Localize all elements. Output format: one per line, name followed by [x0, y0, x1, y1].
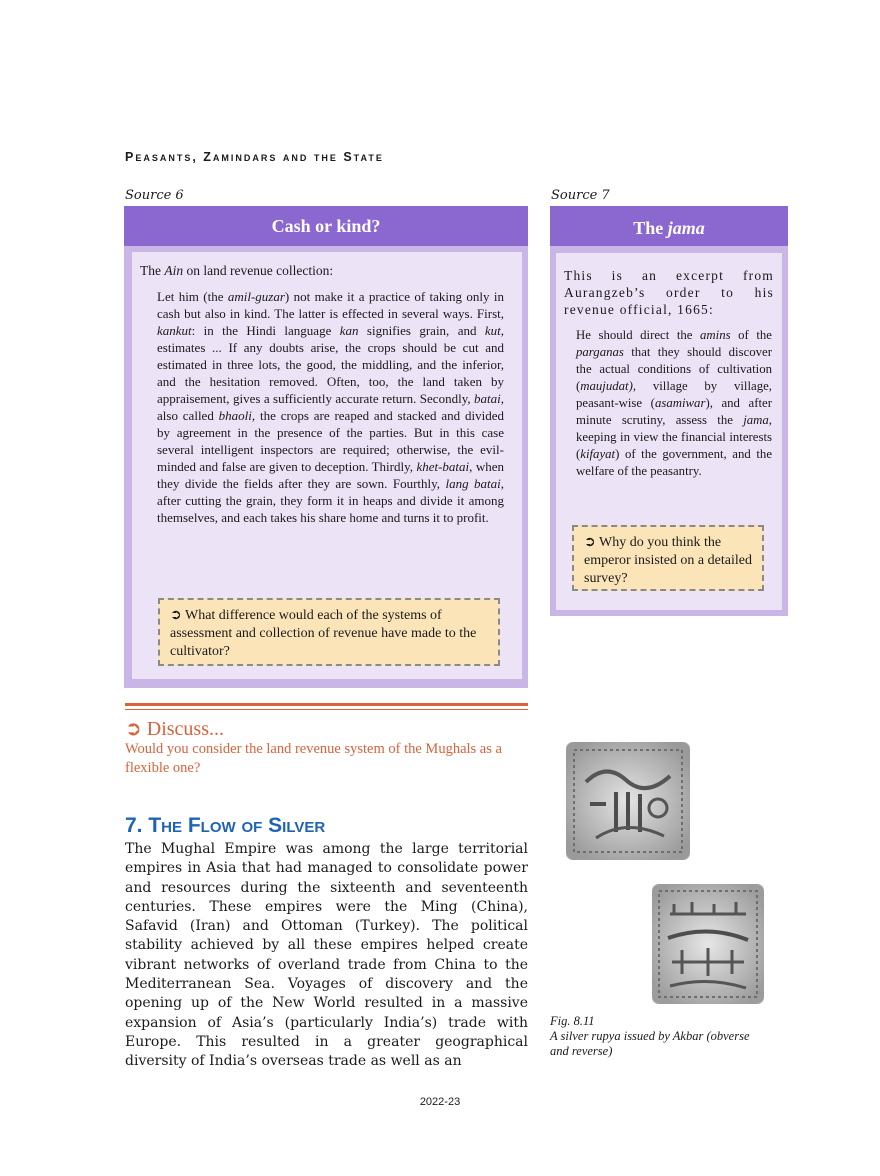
- quote-fragment: lang batai: [445, 476, 501, 491]
- source6-box: [124, 206, 528, 688]
- quote-fragment: also called: [157, 408, 219, 423]
- divider: [125, 703, 528, 706]
- discuss-title: ➲ Discuss...: [125, 716, 224, 740]
- section-body: The Mughal Empire was among the large territorial empires in Asia that had managed to consolidate power and resources during the sixteenth and seventeenth centuries. These empires were the Ming (China), Safavid (Iran) and Ottoman (Turkey). The political stability achieved by all these empires helped create vibrant networks of overland trade from China to the Mediterranean Sea. Voyages of discovery and the opening up of the New World resulted in a massive expansion of Asia’s (particularly India’s) trade with Europe. This resulted in a greater geographical diversity of India’s overseas trade as well as an: [125, 841, 528, 1070]
- quote-fragment: , when they divide the fields after they are sown. Fourthly,: [157, 459, 504, 491]
- running-head: Peasants, Zamindars and the State: [125, 150, 384, 164]
- source6-label: Source 6: [125, 188, 184, 203]
- quote-fragment: jama: [743, 413, 769, 427]
- source6-intro: The Ain on land revenue collection:: [140, 263, 334, 278]
- figure-caption: [550, 1014, 770, 1059]
- quote-fragment: village by village, peasant-wise (: [576, 379, 772, 410]
- quote-fragment: batai,: [474, 391, 504, 406]
- quote-fragment: ), and after minute scrutiny, assess the: [576, 396, 772, 427]
- quote-fragment: that they should discover the actual conditions of cultivation (: [576, 345, 772, 393]
- quote-fragment: , estimates ... If any doubts arise, the crops should be cut and estimated in three lots, the good, the middling, and the inferior, and the hesitation removed. Often, too, the land taken by appraisement, gives a sufficiently accurate return. Secondly,: [157, 323, 504, 406]
- source7-box: [550, 206, 788, 616]
- quote-fragment: khet-batai: [416, 459, 470, 474]
- discuss-question: Would you consider the land revenue system of the Mughals as a flexible one?: [125, 741, 502, 776]
- source6-inner: [132, 252, 522, 679]
- source7-inner: [556, 253, 782, 610]
- quote-fragment: bhaoli,: [218, 408, 256, 423]
- figure-number: Fig. 8.11: [550, 1014, 595, 1028]
- source7-question: Why do you think the emperor insisted on a detailed survey?: [584, 535, 752, 586]
- quote-fragment: , after cutting the grain, they form it in heaps and divide it among themselves, and each takes his share home and turns it to profit.: [157, 476, 504, 525]
- arrow-icon: ➲: [584, 534, 596, 550]
- quote-fragment: kut: [484, 323, 501, 338]
- quote-fragment: He should direct the: [576, 328, 701, 342]
- figure-caption-text: A silver rupya issued by Akbar (obverse and reverse): [550, 1029, 750, 1058]
- quote-fragment: amins: [700, 328, 731, 342]
- quote-fragment: the crops are reaped and stacked and divided by agreement in the presence of the parties. But in this case several intelligent inspectors are required; otherwise, the evil-minded and false are given to deception. Thirdly,: [157, 408, 504, 474]
- source7-quote: [576, 327, 772, 480]
- quote-fragment: kan: [339, 323, 359, 338]
- source7-question-box: [572, 525, 764, 591]
- divider: [125, 709, 528, 710]
- arrow-icon: ➲: [125, 716, 142, 740]
- quote-fragment: signifies grain, and: [358, 323, 485, 338]
- quote-fragment: kankut: [157, 323, 192, 338]
- quote-fragment: of the: [730, 328, 772, 342]
- page-footer: 2022-23: [419, 1096, 461, 1108]
- coin-obverse-image: [566, 742, 690, 860]
- quote-fragment: ) not make it a practice of taking only in cash but also in kind. The latter is effected in several ways. First,: [157, 289, 504, 321]
- coin-reverse-image: [652, 884, 764, 1004]
- arrow-icon: ➲: [170, 607, 182, 623]
- source7-title: The jama: [550, 206, 788, 246]
- source6-question-box: [158, 598, 500, 666]
- source6-title: Cash or kind?: [124, 206, 528, 246]
- source7-label: Source 7: [551, 188, 610, 203]
- quote-fragment: amil-guzar: [227, 289, 285, 304]
- quote-fragment: parganas: [576, 345, 624, 359]
- quote-fragment: ) of the government, and the welfare of the peasantry.: [576, 447, 772, 478]
- quote-fragment: asamiwar: [654, 396, 706, 410]
- section-title: 7. The Flow of Silver: [125, 814, 326, 837]
- quote-fragment: kifayat: [580, 447, 616, 461]
- quote-fragment: , keeping in view the financial interests (: [576, 413, 772, 461]
- quote-fragment: : in the Hindi language: [191, 323, 340, 338]
- source6-quote: [157, 288, 504, 526]
- source7-intro: This is an excerpt from Aurangzeb’s order to his revenue official, 1665:: [564, 268, 774, 317]
- source6-question: What difference would each of the systems of assessment and collection of revenue have made to the cultivator?: [170, 608, 477, 659]
- quote-fragment: Let him (the: [157, 289, 228, 304]
- quote-fragment: maujudat),: [580, 379, 637, 393]
